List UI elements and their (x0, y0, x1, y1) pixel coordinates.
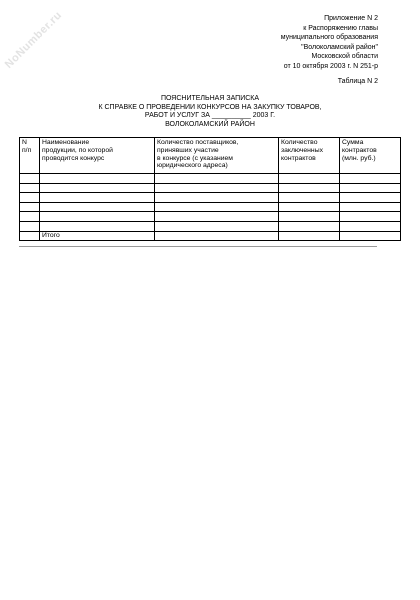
title-line-3 (40, 112, 380, 121)
table-cell[interactable] (155, 212, 279, 222)
table-cell[interactable] (279, 231, 340, 241)
header-row-number: N п/п (20, 138, 40, 174)
title-line-4: ВОЛОКОЛАМСКИЙ РАЙОН (165, 120, 255, 128)
table-cell[interactable] (340, 231, 401, 241)
table-cell[interactable] (155, 174, 279, 184)
table-cell[interactable] (40, 183, 155, 193)
bottom-divider (19, 246, 377, 247)
table-cell[interactable] (20, 193, 40, 203)
table-cell[interactable] (279, 174, 340, 184)
table-cell[interactable] (279, 193, 340, 203)
document-title (40, 95, 380, 129)
watermark-logo: NoNumber.ru (2, 9, 65, 71)
table-cell[interactable] (40, 221, 155, 231)
table-cell[interactable] (155, 183, 279, 193)
appendix-line: "Волоколамский район" (301, 43, 378, 51)
table-number-label: Таблица N 2 (337, 78, 378, 85)
table-cell[interactable] (155, 193, 279, 203)
header-contracts-count: Количество заключенных контрактов (279, 138, 340, 174)
table-cell[interactable] (40, 202, 155, 212)
table-total-row (20, 231, 401, 241)
table-row (20, 221, 401, 231)
table-cell[interactable] (155, 231, 279, 241)
table-cell[interactable] (40, 174, 155, 184)
table-cell[interactable] (20, 231, 40, 241)
table-cell[interactable] (279, 212, 340, 222)
appendix-line: Приложение N 2 (324, 15, 378, 22)
table-cell[interactable] (40, 193, 155, 203)
table-header-row (20, 138, 401, 174)
table-cell[interactable] (340, 202, 401, 212)
appendix-line: Московской области (311, 53, 378, 61)
title-line-1: ПОЯСНИТЕЛЬНАЯ ЗАПИСКА (160, 95, 260, 102)
appendix-line: к Распоряжению главы (303, 24, 378, 32)
header-product-name: Наименование продукции, по которой проводится конкурс (40, 138, 155, 174)
table-row (20, 193, 401, 203)
table-cell[interactable] (20, 183, 40, 193)
appendix-line: муниципального образования (280, 34, 378, 42)
period-blank: __________ (211, 112, 251, 120)
table-row (20, 174, 401, 184)
table-cell[interactable] (340, 174, 401, 184)
table-cell[interactable] (340, 183, 401, 193)
table-cell[interactable] (155, 202, 279, 212)
table-cell[interactable] (279, 202, 340, 212)
table-cell[interactable] (20, 212, 40, 222)
table-row (20, 183, 401, 193)
header-contracts-sum: Сумма контрактов (млн. руб.) (340, 138, 401, 174)
appendix-line: от 10 октября 2003 г. N 251-р (283, 62, 378, 70)
appendix-reference (178, 14, 378, 72)
title-line-2: К СПРАВКЕ О ПРОВЕДЕНИИ КОНКУРСОВ НА ЗАКУПКУ ТОВАРОВ, (98, 103, 322, 111)
header-suppliers-count: Количество поставщиков, принявших участие в конкурсе (с указанием юридического адреса) (155, 138, 279, 174)
table-row (20, 202, 401, 212)
table-cell[interactable] (155, 221, 279, 231)
table-cell[interactable] (20, 202, 40, 212)
table-cell[interactable] (340, 221, 401, 231)
table-cell[interactable] (279, 183, 340, 193)
title-line-3-prefix: РАБОТ И УСЛУГ ЗА (144, 112, 212, 120)
table-cell[interactable] (340, 212, 401, 222)
table-cell[interactable] (20, 221, 40, 231)
table-cell[interactable] (340, 193, 401, 203)
total-label: Итого (40, 231, 155, 241)
table-cell[interactable] (279, 221, 340, 231)
table-row (20, 212, 401, 222)
title-line-3-suffix: 2003 Г. (250, 112, 276, 120)
table-cell[interactable] (40, 212, 155, 222)
contracts-table (19, 137, 401, 241)
table-cell[interactable] (20, 174, 40, 184)
